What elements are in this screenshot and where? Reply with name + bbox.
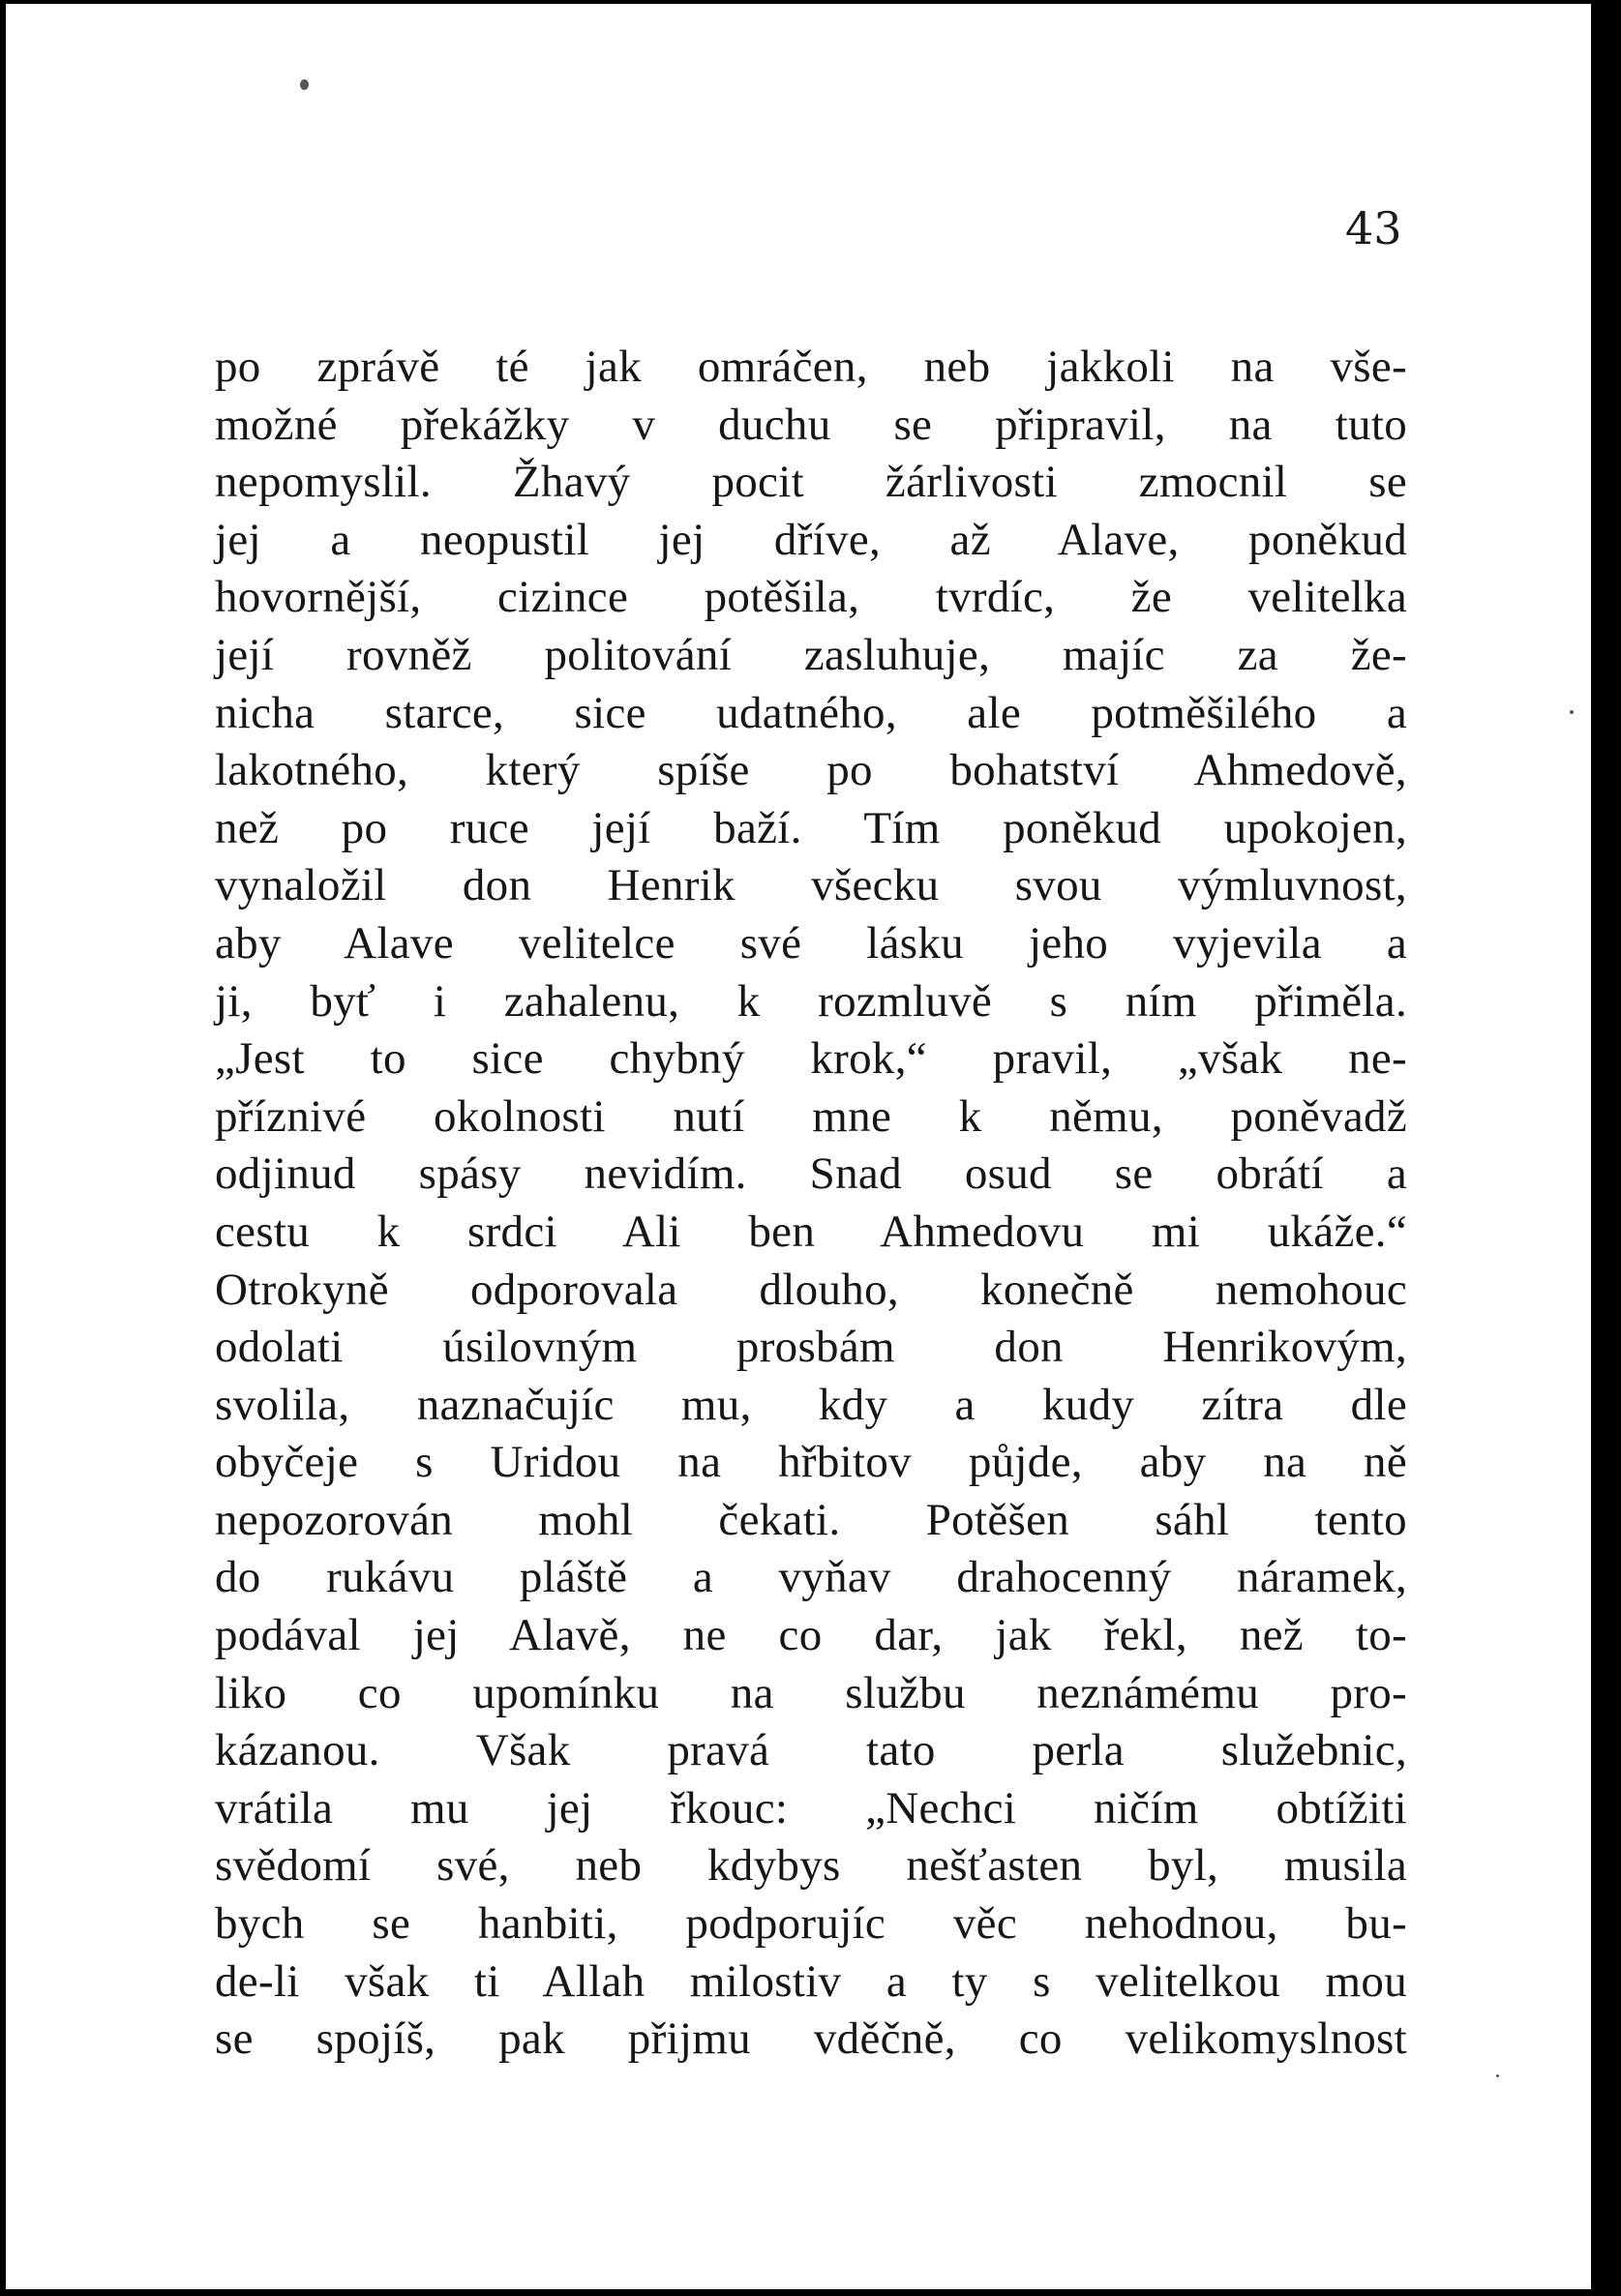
text-line: do rukávu pláště a vyňav drahocenný náramek, bbox=[215, 1552, 1407, 1603]
text-line: nepozorován mohl čekati. Potěšen sáhl tento bbox=[215, 1494, 1407, 1545]
text-line: než po ruce její baží. Tím poněkud upokojen, bbox=[215, 802, 1407, 853]
scan-edge bbox=[1598, 0, 1621, 2296]
page-number: 43 bbox=[1345, 202, 1402, 254]
text-line: podával jej Alavě, ne co dar, jak řekl, než to- bbox=[215, 1610, 1407, 1661]
page-speck bbox=[300, 79, 309, 90]
text-line: svědomí své, neb kdybys nešťasten byl, musila bbox=[215, 1840, 1407, 1892]
page-speck bbox=[1570, 710, 1574, 714]
text-line: liko co upomínku na službu neznámému pro- bbox=[215, 1667, 1407, 1718]
text-line: obyčeje s Uridou na hřbitov půjde, aby na ně bbox=[215, 1437, 1407, 1488]
text-line: její rovněž politování zasluhuje, majíc za že- bbox=[215, 629, 1407, 680]
text-line: cestu k srdci Ali ben Ahmedovu mi ukáže.“ bbox=[215, 1206, 1407, 1257]
text-line: se spojíš, pak přijmu vděčně, co velikomyslnost bbox=[215, 2013, 1407, 2065]
text-line: hovornější, cizince potěšila, tvrdíc, že velitelka bbox=[215, 572, 1407, 623]
text-line: bych se hanbiti, podporujíc věc nehodnou, bu- bbox=[215, 1898, 1407, 1950]
text-line: de-li však ti Allah milostiv a ty s velitelkou mou bbox=[215, 1955, 1407, 2007]
text-line: ji, byť i zahalenu, k rozmluvě s ním přiměla. bbox=[215, 975, 1407, 1027]
text-line: nicha starce, sice udatného, ale potměšilého a bbox=[215, 687, 1407, 738]
text-line: svolila, naznačujíc mu, kdy a kudy zítra dle bbox=[215, 1379, 1407, 1430]
text-line: vynaložil don Henrik všecku svou výmluvnost, bbox=[215, 860, 1407, 911]
text-line: příznivé okolnosti nutí mne k němu, poněvadž bbox=[215, 1090, 1407, 1142]
text-line: jej a neopustil jej dříve, až Alave, poněkud bbox=[215, 514, 1407, 565]
text-line: kázanou. Však pravá tato perla služebnic, bbox=[215, 1725, 1407, 1776]
text-line: vrátila mu jej řkouc: „Nechci ničím obtížiti bbox=[215, 1782, 1407, 1834]
text-line: nepomyslil. Žhavý pocit žárlivosti zmocnil se bbox=[215, 457, 1407, 508]
text-line: aby Alave velitelce své lásku jeho vyjevila a bbox=[215, 917, 1407, 969]
text-line: odolati úsilovným prosbám don Henrikovým, bbox=[215, 1322, 1407, 1373]
text-line: odjinud spásy nevidím. Snad osud se obrátí a bbox=[215, 1148, 1407, 1200]
text-line: Otrokyně odporovala dlouho, konečně nemohouc bbox=[215, 1264, 1407, 1315]
text-line: možné překážky v duchu se připravil, na tuto bbox=[215, 399, 1407, 450]
body-text bbox=[215, 339, 1407, 2069]
book-page bbox=[6, 4, 1591, 2289]
text-line: „Jest to sice chybný krok,“ pravil, „však ne- bbox=[215, 1033, 1407, 1085]
page-speck bbox=[1496, 2074, 1499, 2077]
text-line: lakotného, který spíše po bohatství Ahmedově, bbox=[215, 745, 1407, 796]
text-line: po zprávě té jak omráčen, neb jakkoli na vše- bbox=[215, 342, 1407, 392]
